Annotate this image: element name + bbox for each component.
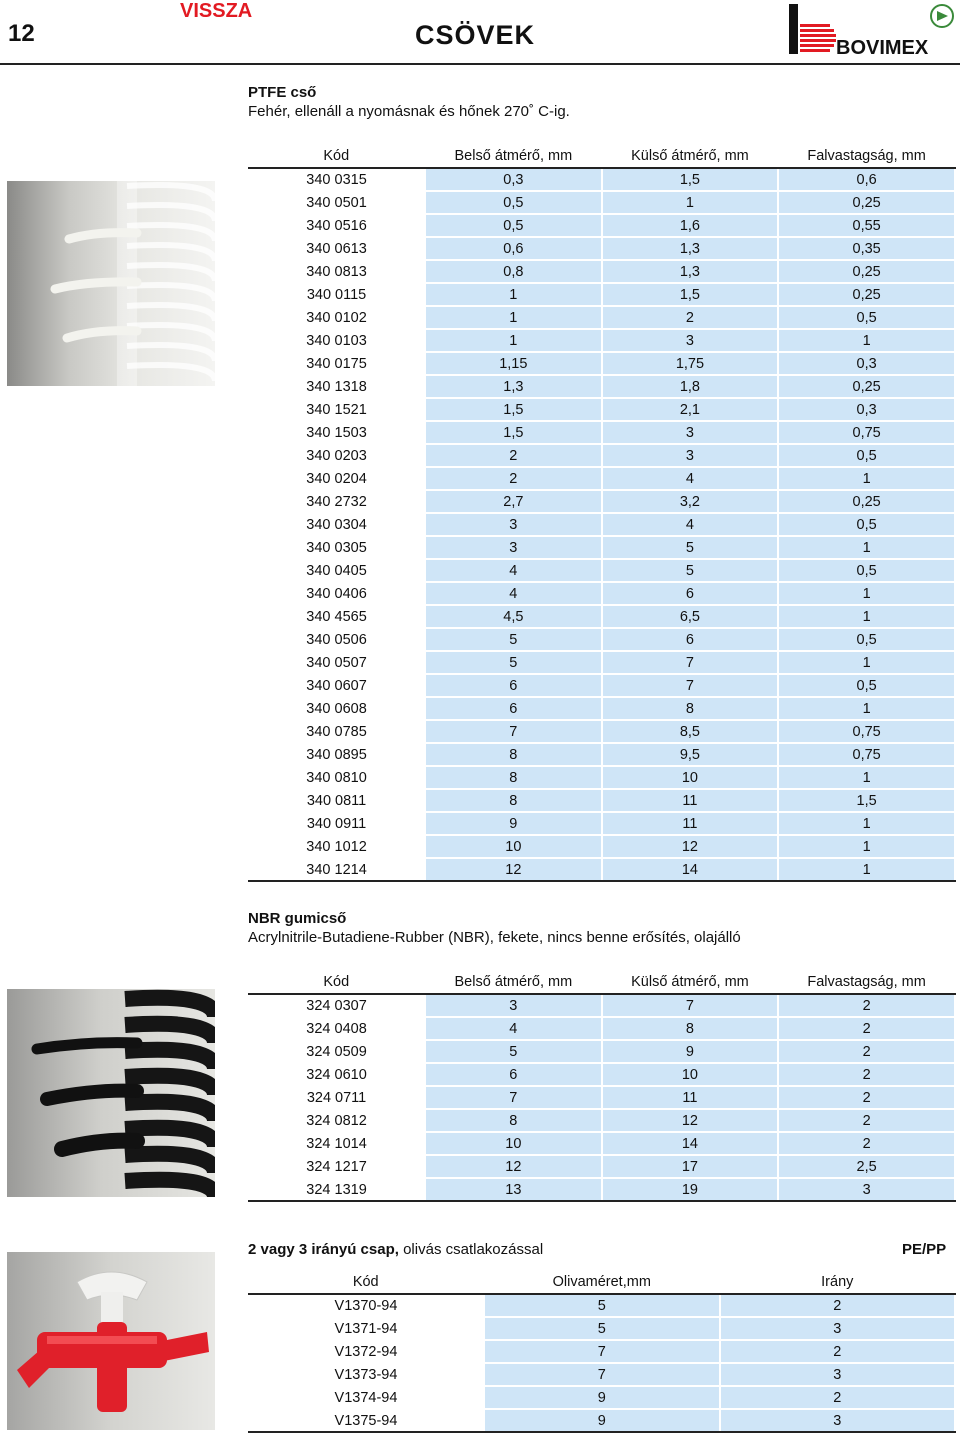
value-cell: 1	[425, 329, 602, 352]
nbr-header-row	[249, 971, 956, 994]
value-cell: 12	[602, 1109, 779, 1132]
product-code-cell: 340 0501	[249, 191, 426, 214]
value-cell: 6	[425, 697, 602, 720]
value-cell: 1,3	[602, 237, 779, 260]
table-row	[249, 1178, 956, 1201]
product-code-cell: V1372-94	[249, 1340, 484, 1363]
valve-title-line	[248, 1241, 543, 1258]
product-code-cell: 324 0812	[249, 1109, 426, 1132]
value-cell: 2	[778, 1017, 955, 1040]
table-row	[249, 375, 956, 398]
table-row	[249, 582, 956, 605]
value-cell: 3	[602, 421, 779, 444]
value-cell: 0,75	[778, 421, 955, 444]
ptfe-column-header: Kód	[249, 145, 426, 168]
table-row	[249, 191, 956, 214]
ptfe-tube-photo	[7, 181, 215, 386]
product-code-cell: 340 0304	[249, 513, 426, 536]
value-cell: 7	[484, 1363, 720, 1386]
value-cell: 1	[778, 329, 955, 352]
value-cell: 0,5	[778, 444, 955, 467]
table-row	[249, 237, 956, 260]
table-row	[249, 720, 956, 743]
value-cell: 2	[778, 1109, 955, 1132]
value-cell: 2	[778, 1132, 955, 1155]
product-code-cell: 340 1012	[249, 835, 426, 858]
product-code-cell: 340 4565	[249, 605, 426, 628]
value-cell: 14	[602, 1132, 779, 1155]
value-cell: 2	[720, 1294, 955, 1317]
value-cell: 3	[425, 513, 602, 536]
value-cell: 1	[778, 697, 955, 720]
value-cell: 4	[425, 582, 602, 605]
value-cell: 1	[778, 467, 955, 490]
value-cell: 0,5	[778, 628, 955, 651]
ptfe-column-header: Belső átmérő, mm	[425, 145, 602, 168]
product-code-cell: 340 0607	[249, 674, 426, 697]
back-link[interactable]: VISSZA	[180, 0, 253, 22]
value-cell: 1,6	[602, 214, 779, 237]
table-row	[249, 421, 956, 444]
table-row	[249, 743, 956, 766]
valve-title: 2 vagy 3 irányú csap,	[248, 1241, 399, 1258]
value-cell: 7	[602, 674, 779, 697]
value-cell: 1	[778, 858, 955, 881]
value-cell: 4	[602, 513, 779, 536]
value-cell: 12	[425, 858, 602, 881]
value-cell: 8	[602, 697, 779, 720]
product-code-cell: 340 0516	[249, 214, 426, 237]
table-row	[249, 1294, 956, 1317]
value-cell: 0,25	[778, 283, 955, 306]
value-cell: 1	[778, 651, 955, 674]
value-cell: 9	[602, 1040, 779, 1063]
product-code-cell: 340 0115	[249, 283, 426, 306]
value-cell: 7	[425, 1086, 602, 1109]
product-code-cell: 340 0203	[249, 444, 426, 467]
table-row	[249, 352, 956, 375]
table-row	[249, 1109, 956, 1132]
value-cell: 6,5	[602, 605, 779, 628]
value-cell: 1,5	[778, 789, 955, 812]
value-cell: 1,3	[425, 375, 602, 398]
value-cell: 8	[425, 743, 602, 766]
value-cell: 10	[425, 835, 602, 858]
value-cell: 4,5	[425, 605, 602, 628]
table-row	[249, 994, 956, 1017]
product-code-cell: 340 0204	[249, 467, 426, 490]
value-cell: 7	[602, 994, 779, 1017]
value-cell: 0,75	[778, 743, 955, 766]
table-row	[249, 835, 956, 858]
value-cell: 2	[602, 306, 779, 329]
table-row	[249, 1317, 956, 1340]
table-row	[249, 789, 956, 812]
product-code-cell: 340 0613	[249, 237, 426, 260]
product-code-cell: 340 1214	[249, 858, 426, 881]
product-code-cell: 340 0175	[249, 352, 426, 375]
value-cell: 13	[425, 1178, 602, 1201]
value-cell: 0,55	[778, 214, 955, 237]
value-cell: 7	[425, 720, 602, 743]
table-row	[249, 674, 956, 697]
page-title: CSÖVEK	[415, 20, 536, 50]
value-cell: 2	[720, 1386, 955, 1409]
value-cell: 1	[778, 835, 955, 858]
value-cell: 5	[425, 1040, 602, 1063]
table-row	[249, 260, 956, 283]
value-cell: 1,15	[425, 352, 602, 375]
value-cell: 8	[425, 789, 602, 812]
value-cell: 0,25	[778, 490, 955, 513]
value-cell: 2,1	[602, 398, 779, 421]
value-cell: 0,3	[425, 168, 602, 191]
product-code-cell: 340 0406	[249, 582, 426, 605]
valve-header-row	[249, 1271, 956, 1294]
value-cell: 10	[602, 1063, 779, 1086]
product-code-cell: 340 1521	[249, 398, 426, 421]
table-row	[249, 1155, 956, 1178]
value-cell: 1,5	[425, 398, 602, 421]
product-code-cell: 340 0810	[249, 766, 426, 789]
table-row	[249, 1363, 956, 1386]
bovimex-logo	[786, 2, 956, 60]
product-code-cell: 340 1503	[249, 421, 426, 444]
value-cell: 11	[602, 789, 779, 812]
ptfe-column-header: Falvastagság, mm	[778, 145, 955, 168]
value-cell: 1	[778, 766, 955, 789]
product-code-cell: 324 0610	[249, 1063, 426, 1086]
nbr-column-header: Falvastagság, mm	[778, 971, 955, 994]
value-cell: 0,3	[778, 398, 955, 421]
product-code-cell: 340 0102	[249, 306, 426, 329]
value-cell: 3,2	[602, 490, 779, 513]
value-cell: 8	[602, 1017, 779, 1040]
product-code-cell: 340 0911	[249, 812, 426, 835]
table-row	[249, 697, 956, 720]
value-cell: 10	[602, 766, 779, 789]
value-cell: 19	[602, 1178, 779, 1201]
value-cell: 0,35	[778, 237, 955, 260]
nbr-table	[248, 971, 956, 1202]
product-code-cell: 340 0405	[249, 559, 426, 582]
table-row	[249, 1409, 956, 1432]
product-code-cell: 324 1319	[249, 1178, 426, 1201]
table-row	[249, 1063, 956, 1086]
value-cell: 9	[484, 1386, 720, 1409]
value-cell: 4	[425, 559, 602, 582]
value-cell: 3	[778, 1178, 955, 1201]
nbr-description: Acrylnitrile-Butadiene-Rubber (NBR), fekete, nincs benne erősítés, olajálló	[248, 929, 741, 946]
value-cell: 1,75	[602, 352, 779, 375]
nbr-column-header: Külső átmérő, mm	[602, 971, 779, 994]
product-code-cell: 340 2732	[249, 490, 426, 513]
value-cell: 2	[778, 994, 955, 1017]
value-cell: 1	[425, 283, 602, 306]
value-cell: 0,6	[425, 237, 602, 260]
table-row	[249, 490, 956, 513]
value-cell: 6	[425, 674, 602, 697]
table-row	[249, 1086, 956, 1109]
table-row	[249, 1386, 956, 1409]
value-cell: 5	[484, 1294, 720, 1317]
value-cell: 3	[425, 536, 602, 559]
logo-wordmark: BOVIMEX	[836, 37, 929, 59]
value-cell: 2	[778, 1040, 955, 1063]
product-code-cell: 324 0711	[249, 1086, 426, 1109]
product-code-cell: 324 1217	[249, 1155, 426, 1178]
table-row	[249, 812, 956, 835]
value-cell: 1	[778, 536, 955, 559]
value-cell: 5	[425, 628, 602, 651]
table-row	[249, 398, 956, 421]
value-cell: 0,25	[778, 260, 955, 283]
value-cell: 3	[425, 994, 602, 1017]
value-cell: 3	[720, 1317, 955, 1340]
product-code-cell: 340 0315	[249, 168, 426, 191]
valve-column-header: Irány	[720, 1271, 955, 1294]
product-code-cell: 340 1318	[249, 375, 426, 398]
value-cell: 1	[425, 306, 602, 329]
product-code-cell: 340 0608	[249, 697, 426, 720]
table-row	[249, 329, 956, 352]
ptfe-header-row	[249, 145, 956, 168]
valve-table	[248, 1271, 956, 1433]
value-cell: 1	[778, 605, 955, 628]
value-cell: 11	[602, 812, 779, 835]
value-cell: 2,7	[425, 490, 602, 513]
table-row	[249, 1017, 956, 1040]
value-cell: 0,5	[425, 191, 602, 214]
value-cell: 0,5	[778, 559, 955, 582]
ptfe-description: Fehér, ellenáll a nyomásnak és hőnek 270˚ C-ig.	[248, 103, 570, 120]
valve-column-header: Kód	[249, 1271, 484, 1294]
ptfe-table	[248, 145, 956, 882]
value-cell: 10	[425, 1132, 602, 1155]
value-cell: 2	[778, 1086, 955, 1109]
table-row	[249, 651, 956, 674]
value-cell: 0,8	[425, 260, 602, 283]
value-cell: 4	[425, 1017, 602, 1040]
table-row	[249, 628, 956, 651]
value-cell: 0,5	[425, 214, 602, 237]
value-cell: 7	[484, 1340, 720, 1363]
value-cell: 14	[602, 858, 779, 881]
product-code-cell: 324 0509	[249, 1040, 426, 1063]
table-row	[249, 444, 956, 467]
value-cell: 1,5	[602, 283, 779, 306]
table-row	[249, 858, 956, 881]
product-code-cell: 340 0895	[249, 743, 426, 766]
nbr-column-header: Belső átmérő, mm	[425, 971, 602, 994]
value-cell: 1	[778, 812, 955, 835]
value-cell: 5	[602, 559, 779, 582]
value-cell: 17	[602, 1155, 779, 1178]
value-cell: 1	[602, 191, 779, 214]
table-row	[249, 306, 956, 329]
product-code-cell: V1373-94	[249, 1363, 484, 1386]
valve-photo	[7, 1252, 215, 1430]
valve-column-header: Olivaméret,mm	[484, 1271, 720, 1294]
value-cell: 7	[602, 651, 779, 674]
ptfe-column-header: Külső átmérő, mm	[602, 145, 779, 168]
valve-title-rest: olivás csatlakozással	[398, 1241, 544, 1258]
product-code-cell: 340 0811	[249, 789, 426, 812]
product-code-cell: 340 0305	[249, 536, 426, 559]
value-cell: 2,5	[778, 1155, 955, 1178]
product-code-cell: 324 0307	[249, 994, 426, 1017]
value-cell: 11	[602, 1086, 779, 1109]
value-cell: 5	[484, 1317, 720, 1340]
value-cell: 0,3	[778, 352, 955, 375]
value-cell: 1,5	[602, 168, 779, 191]
value-cell: 8,5	[602, 720, 779, 743]
nbr-tube-photo	[7, 989, 215, 1197]
value-cell: 1,3	[602, 260, 779, 283]
value-cell: 0,75	[778, 720, 955, 743]
table-row	[249, 1040, 956, 1063]
nbr-column-header: Kód	[249, 971, 426, 994]
value-cell: 1,5	[425, 421, 602, 444]
table-row	[249, 536, 956, 559]
value-cell: 0,5	[778, 674, 955, 697]
table-row	[249, 605, 956, 628]
product-code-cell: 340 0103	[249, 329, 426, 352]
value-cell: 3	[720, 1363, 955, 1386]
table-row	[249, 559, 956, 582]
value-cell: 8	[425, 766, 602, 789]
value-cell: 0,25	[778, 191, 955, 214]
value-cell: 8	[425, 1109, 602, 1132]
value-cell: 12	[602, 835, 779, 858]
table-row	[249, 467, 956, 490]
product-code-cell: 340 0507	[249, 651, 426, 674]
value-cell: 2	[425, 467, 602, 490]
table-row	[249, 766, 956, 789]
value-cell: 0,5	[778, 513, 955, 536]
page-number: 12	[8, 20, 35, 47]
value-cell: 5	[425, 651, 602, 674]
value-cell: 0,25	[778, 375, 955, 398]
value-cell: 1,8	[602, 375, 779, 398]
value-cell: 6	[602, 628, 779, 651]
table-row	[249, 1340, 956, 1363]
ptfe-title: PTFE cső	[248, 84, 317, 101]
value-cell: 6	[425, 1063, 602, 1086]
value-cell: 3	[602, 444, 779, 467]
value-cell: 1	[778, 582, 955, 605]
value-cell: 3	[602, 329, 779, 352]
valve-material: PE/PP	[902, 1241, 947, 1258]
product-code-cell: 324 1014	[249, 1132, 426, 1155]
table-row	[249, 214, 956, 237]
value-cell: 6	[602, 582, 779, 605]
product-code-cell: 340 0785	[249, 720, 426, 743]
value-cell: 9,5	[602, 743, 779, 766]
value-cell: 5	[602, 536, 779, 559]
table-row	[249, 283, 956, 306]
table-row	[249, 168, 956, 191]
value-cell: 12	[425, 1155, 602, 1178]
value-cell: 3	[720, 1409, 955, 1432]
header-rule	[0, 63, 960, 65]
product-code-cell: V1374-94	[249, 1386, 484, 1409]
nbr-title: NBR gumicső	[248, 910, 347, 927]
table-row	[249, 513, 956, 536]
value-cell: 2	[720, 1340, 955, 1363]
value-cell: 0,6	[778, 168, 955, 191]
table-row	[249, 1132, 956, 1155]
product-code-cell: 340 0506	[249, 628, 426, 651]
product-code-cell: V1371-94	[249, 1317, 484, 1340]
value-cell: 2	[778, 1063, 955, 1086]
value-cell: 9	[425, 812, 602, 835]
value-cell: 9	[484, 1409, 720, 1432]
product-code-cell: 340 0813	[249, 260, 426, 283]
product-code-cell: V1375-94	[249, 1409, 484, 1432]
product-code-cell: 324 0408	[249, 1017, 426, 1040]
product-code-cell: V1370-94	[249, 1294, 484, 1317]
value-cell: 2	[425, 444, 602, 467]
value-cell: 4	[602, 467, 779, 490]
value-cell: 0,5	[778, 306, 955, 329]
